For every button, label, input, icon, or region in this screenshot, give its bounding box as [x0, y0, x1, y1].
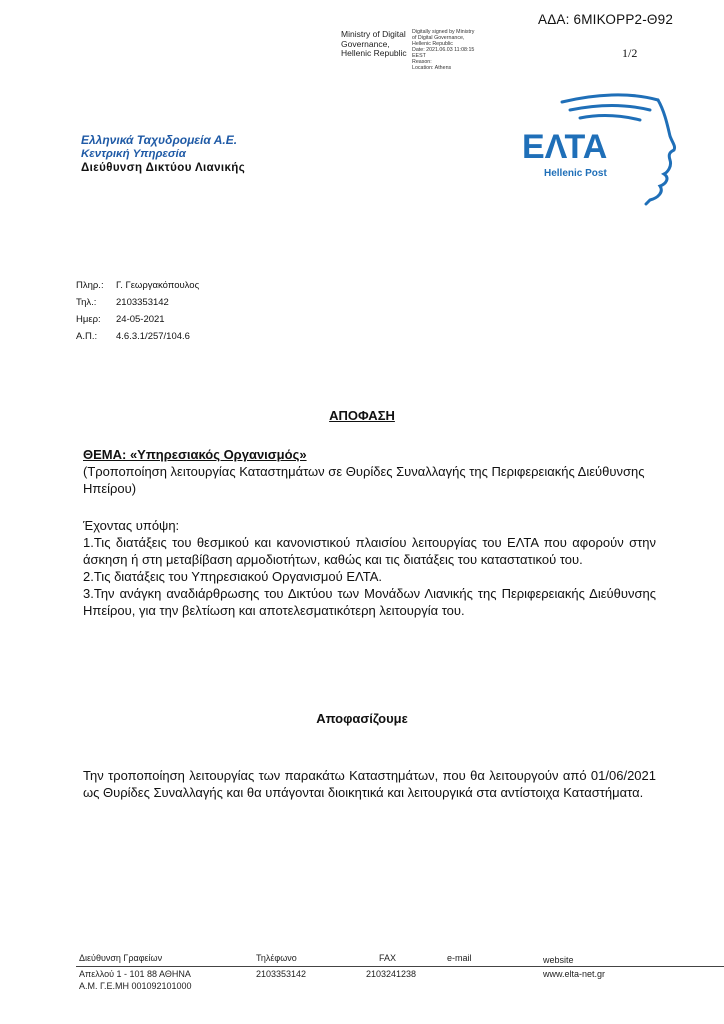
- meta-row: [76, 277, 199, 294]
- considering-item: 2.Τις διατάξεις του Υπηρεσιακού Οργανισμού ΕΛΤΑ.: [83, 569, 383, 584]
- footer-divider: [76, 966, 724, 967]
- signature-line: Digitally signed by Ministry: [412, 29, 475, 35]
- meta-label: Α.Π.:: [76, 331, 98, 342]
- footer-website-header: website: [543, 955, 574, 965]
- logo-subtitle: Hellenic Post: [544, 168, 607, 179]
- footer-address: Απελλού 1 - 101 88 ΑΘΗΝΑ: [79, 969, 191, 979]
- meta-label: Πληρ.:: [76, 280, 104, 291]
- meta-value: Γ. Γεωργακόπουλος: [116, 280, 200, 291]
- footer-email-header: e-mail: [447, 953, 472, 963]
- meta-value: 2103353142: [116, 297, 169, 308]
- signature-line: of Digital Governance,: [412, 35, 465, 41]
- elta-logo-graphic: [500, 80, 690, 210]
- meta-label: Τηλ.:: [76, 297, 97, 308]
- footer-phone: 2103353142: [256, 969, 307, 979]
- meta-value: 4.6.3.1/257/104.6: [116, 331, 190, 342]
- subject-block: [83, 446, 656, 497]
- meta-row: [76, 311, 199, 328]
- document-title: ΑΠΟΦΑΣΗ: [329, 408, 395, 423]
- logo-text: ΕΛΤΑ: [522, 128, 608, 166]
- digital-signature-block: [412, 29, 522, 71]
- footer-fax: 2103241238: [366, 969, 417, 979]
- decide-heading: Αποφασίζουμε: [316, 711, 408, 726]
- organization-unit: Κεντρική Υπηρεσία: [81, 148, 186, 160]
- footer-website[interactable]: www.elta-net.gr: [543, 969, 606, 979]
- considering-item: 3.Την ανάγκη αναδιάρθρωσης του Δικτύου των Μονάδων Λιανικής της Περιφερειακής Διεύθυνσης Ηπείρου, για την βελτίωση και αποτελεσματικότερη λειτουργία του.: [83, 586, 656, 618]
- footer-office-header: Διεύθυνση Γραφείων: [79, 953, 163, 963]
- meta-row: [76, 294, 199, 311]
- considering-item: 1.Τις διατάξεις του θεσμικού και κανονιστικού πλαισίου λειτουργίας του ΕΛΤΑ που αφορούν στην άσκηση ή στη μεταβίβαση αρμοδιοτήτων, καθώς και τις διατάξεις του καταστατικού του.: [83, 535, 656, 567]
- signature-line: Hellenic Republic: [412, 41, 453, 47]
- meta-row: [76, 328, 199, 345]
- decision-text: Την τροποποίηση λειτουργίας των παρακάτω Καταστημάτων, που θα λειτουργούν από 01/06/2021 ως Θυρίδες Συναλλαγής και θα υπάγονται διοικητικά και λειτουργικά στα αντίστοιχα Καταστήματα.: [83, 768, 656, 800]
- meta-label: Ημερ:: [76, 314, 101, 325]
- footer-fax-header: FAX: [379, 953, 397, 963]
- subject-label: ΘΕΜΑ: «Υπηρεσιακός Οργανισμός»: [83, 447, 307, 462]
- signature-line: Date: 2021.06.03 11:08:15: [412, 47, 475, 53]
- organization-block: [81, 133, 245, 175]
- signature-line: Reason:: [412, 59, 432, 65]
- signer-organization: Ministry of Digital Governance, Hellenic Republic: [341, 29, 407, 58]
- considering-intro: Έχοντας υπόψη:: [83, 518, 180, 533]
- organization-name: Ελληνικά Ταχυδρομεία Α.Ε.: [81, 133, 238, 147]
- elta-logo: [500, 80, 690, 210]
- ada-code: ΑΔΑ: 6ΜΙΚΟΡΡ2-Θ92: [538, 12, 674, 27]
- page-number: 1/2: [622, 46, 638, 60]
- organization-department: Διεύθυνση Δικτύου Λιανικής: [81, 162, 246, 174]
- footer-gemi: Α.Μ. Γ.Ε.ΜΗ 001092101000: [79, 981, 192, 991]
- considering-block: [83, 517, 656, 619]
- subject-detail: (Τροποποίηση λειτουργίας Καταστημάτων σε Θυρίδες Συναλλαγής της Περιφερειακής Διεύθυνσης Ηπείρου): [83, 464, 645, 496]
- footer-phone-header: Τηλέφωνο: [256, 953, 297, 963]
- signature-line: Location: Athens: [412, 65, 452, 71]
- meta-value: 24-05-2021: [116, 314, 165, 325]
- signature-line: EEST: [412, 53, 426, 59]
- reference-info: [76, 277, 199, 345]
